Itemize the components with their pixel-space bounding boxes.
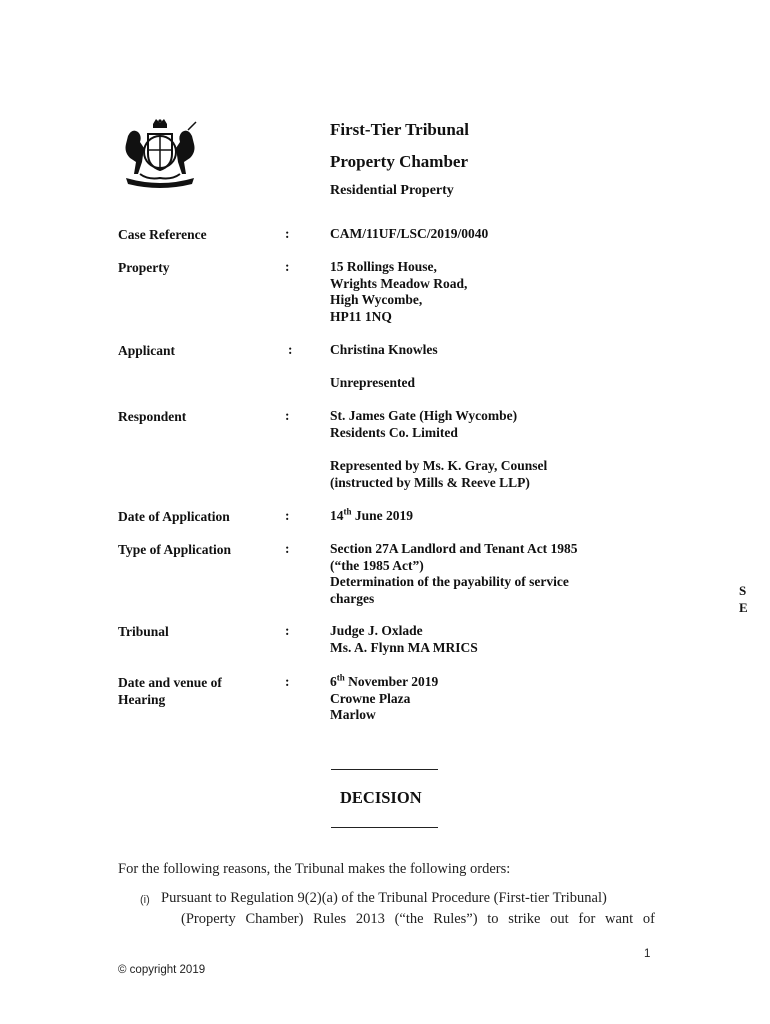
tribunal-title: First-Tier Tribunal bbox=[330, 120, 470, 139]
field-value-applicant-representation: Unrepresented bbox=[330, 375, 415, 390]
royal-coat-of-arms-logo bbox=[118, 118, 202, 192]
order-text-continued: (Property Chamber) Rules 2013 (“the Rules”) to strike out for want of bbox=[181, 911, 655, 927]
field-value-applicant: Christina Knowles bbox=[330, 342, 438, 357]
field-value-date-and-venue: 6th November 2019 Crowne Plaza Marlow bbox=[330, 672, 439, 723]
field-value-tribunal: Judge J. Oxlade Ms. A. Flynn MA MRICS bbox=[330, 623, 478, 655]
field-colon: : bbox=[285, 508, 290, 523]
field-colon: : bbox=[285, 259, 290, 274]
page-number: 1 bbox=[644, 948, 651, 960]
field-value-date-of-application: 14th June 2019 bbox=[330, 506, 414, 523]
margin-letters: S E bbox=[739, 583, 748, 615]
field-label-respondent: Respondent bbox=[118, 409, 187, 424]
field-value-respondent: St. James Gate (High Wycombe) Residents Co. Limited bbox=[330, 408, 518, 440]
decision-heading: DECISION bbox=[340, 788, 422, 807]
divider bbox=[331, 769, 438, 770]
field-label-date-of-application: Date of Application bbox=[118, 509, 230, 524]
order-text: Pursuant to Regulation 9(2)(a) of the Tribunal Procedure (First-tier Tribunal) bbox=[161, 890, 607, 906]
copyright-notice: © copyright 2019 bbox=[118, 964, 206, 976]
division-title: Residential Property bbox=[330, 183, 454, 198]
field-colon: : bbox=[285, 674, 290, 689]
field-colon: : bbox=[288, 342, 293, 357]
field-colon: : bbox=[285, 226, 290, 241]
field-label-property: Property bbox=[118, 260, 170, 275]
field-value-respondent-representation: Represented by Ms. K. Gray, Counsel (instructed by Mills & Reeve LLP) bbox=[330, 458, 548, 490]
divider bbox=[331, 827, 438, 828]
field-value-type-of-application: Section 27A Landlord and Tenant Act 1985 (“the 1985 Act”) Determination of the payability of service charges bbox=[330, 541, 578, 606]
field-colon: : bbox=[285, 623, 290, 638]
field-colon: : bbox=[285, 541, 290, 556]
field-label-case-reference: Case Reference bbox=[118, 227, 207, 242]
field-value-property: 15 Rollings House, Wrights Meadow Road, High Wycombe, HP11 1NQ bbox=[330, 259, 468, 324]
field-label-type-of-application: Type of Application bbox=[118, 542, 232, 557]
field-label-date-and-venue: Date and venue of Hearing bbox=[118, 675, 222, 707]
field-value-case-reference: CAM/11UF/LSC/2019/0040 bbox=[330, 226, 489, 241]
field-label-applicant: Applicant bbox=[118, 343, 176, 358]
chamber-title: Property Chamber bbox=[330, 152, 469, 171]
field-label-tribunal: Tribunal bbox=[118, 624, 169, 639]
intro-paragraph: For the following reasons, the Tribunal makes the following orders: bbox=[118, 861, 511, 877]
order-number: (i) bbox=[140, 894, 150, 906]
field-colon: : bbox=[285, 408, 290, 423]
